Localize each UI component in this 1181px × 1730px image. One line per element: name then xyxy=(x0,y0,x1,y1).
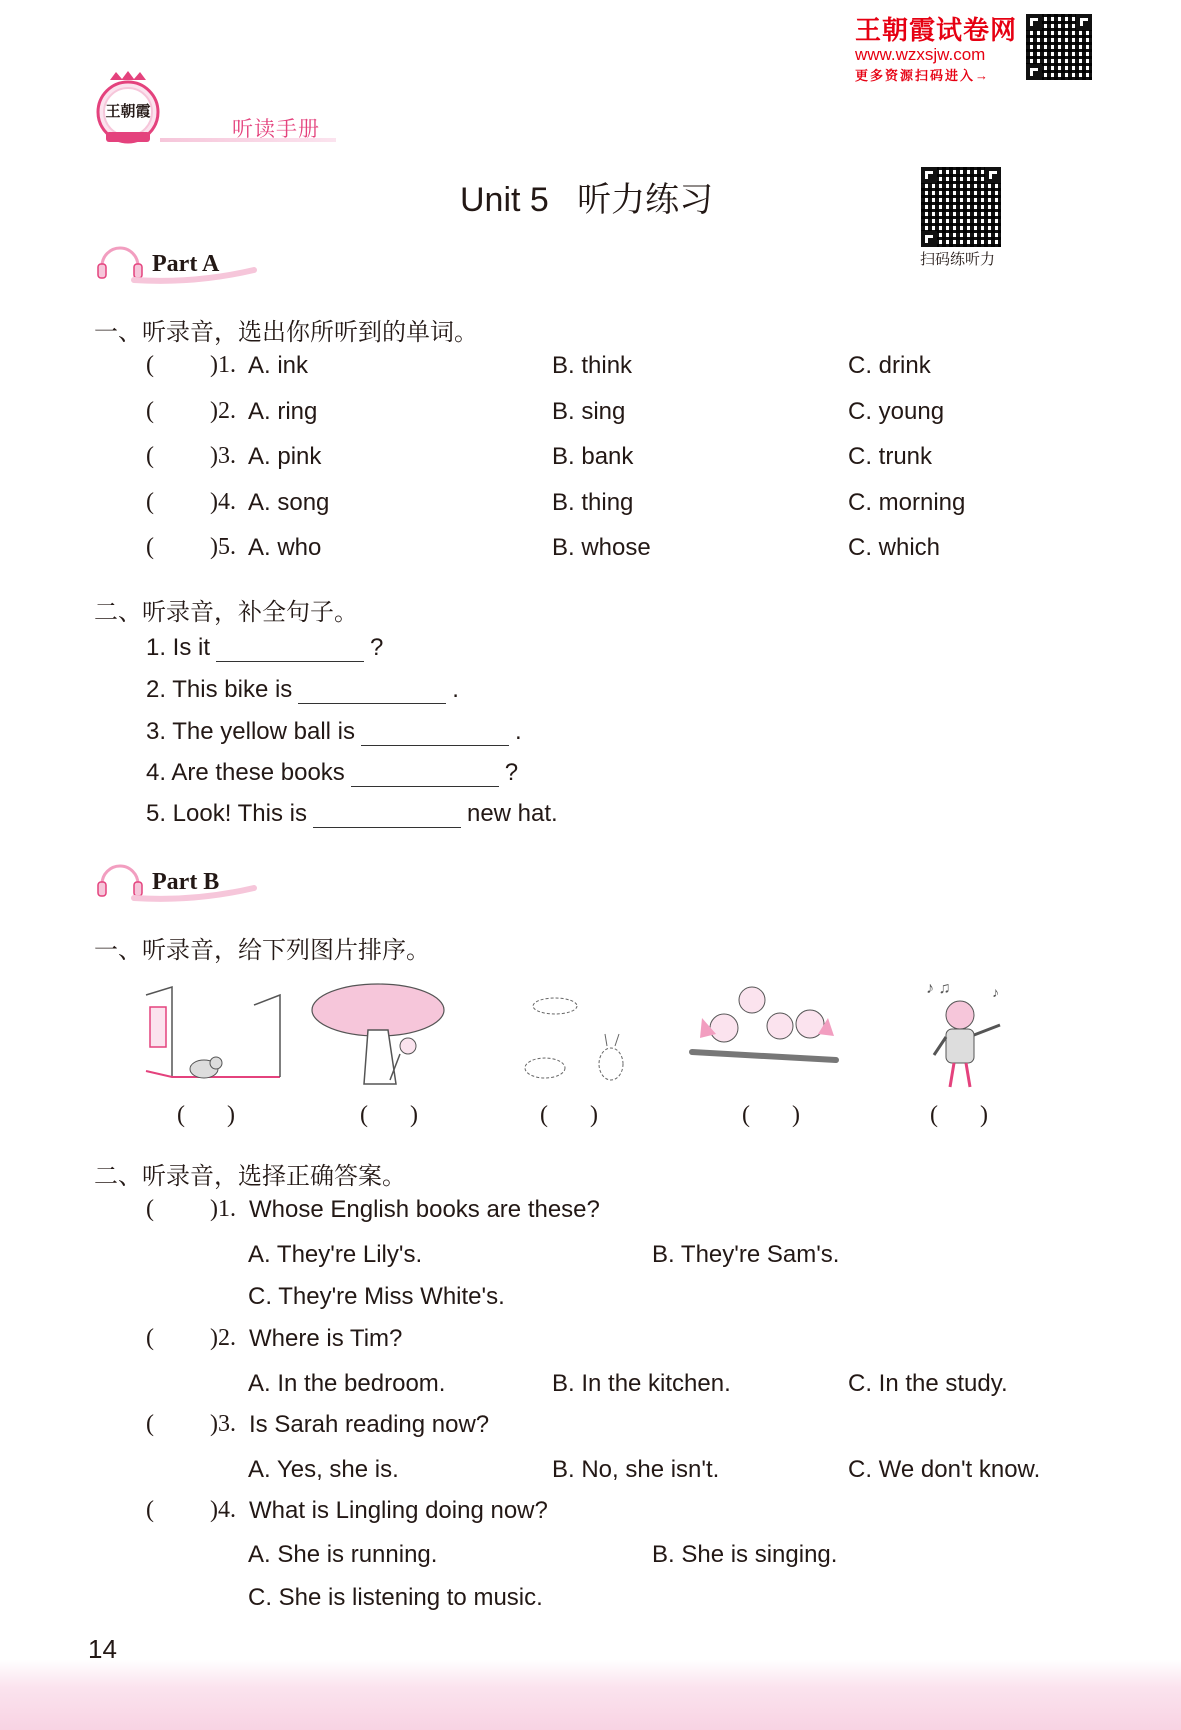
word-choice-row xyxy=(0,489,1181,523)
picture-rabbits xyxy=(515,990,639,1090)
answer-bracket[interactable]: ( xyxy=(146,1325,154,1351)
brand-qr-code[interactable] xyxy=(1026,14,1092,80)
answer-bracket[interactable]: ( xyxy=(146,489,154,515)
option-b: B. whose xyxy=(552,534,651,561)
answer-bracket[interactable]: ( xyxy=(146,1411,154,1437)
picture-answer-5[interactable]: ( ) xyxy=(930,1102,988,1128)
option-c: C. drink xyxy=(848,352,931,379)
listening-qr-code[interactable] xyxy=(921,167,1001,247)
brand-slogan: 更多资源扫码进入→ xyxy=(855,68,991,83)
option-c: C. We don't know. xyxy=(848,1456,1041,1483)
question-row xyxy=(0,1325,1181,1359)
sentence-end: . xyxy=(452,676,459,703)
answer-bracket[interactable]: ( xyxy=(146,352,154,378)
option-c: C. She is listening to music. xyxy=(248,1584,543,1611)
sentence-start: 4. Are these books xyxy=(146,759,345,786)
part-a-label: Part A xyxy=(152,251,220,277)
part-a-section2-heading: 二、听录音，补全句子。 xyxy=(94,599,358,626)
picture-singing-robot xyxy=(920,975,1020,1095)
option-c: C. In the study. xyxy=(848,1370,1008,1397)
sentence-start: 1. Is it xyxy=(146,634,211,661)
option-a: A. who xyxy=(248,534,322,561)
option-a: A. She is running. xyxy=(248,1541,438,1568)
picture-answer-4[interactable]: ( ) xyxy=(742,1102,800,1128)
picture-tree xyxy=(308,980,454,1090)
picture-answer-3[interactable]: ( ) xyxy=(540,1102,598,1128)
brand-title: 王朝霞试卷网 xyxy=(855,15,1018,45)
word-choice-row xyxy=(0,443,1181,477)
picture-room-cat xyxy=(142,985,284,1085)
option-c: C. trunk xyxy=(848,443,933,470)
answer-bracket[interactable]: ( xyxy=(146,1497,154,1523)
sentence-end: . xyxy=(515,718,522,745)
page-number: 14 xyxy=(88,1634,117,1664)
option-a: A. song xyxy=(248,489,330,516)
option-b: B. bank xyxy=(552,443,634,470)
sentence-start: 2. This bike is xyxy=(146,676,293,703)
question-row xyxy=(0,1196,1181,1230)
sentence-row xyxy=(146,800,558,834)
question-number: )4. xyxy=(210,1497,236,1523)
item-number: )5. xyxy=(210,534,236,560)
option-c: C. morning xyxy=(848,489,966,516)
item-number: )4. xyxy=(210,489,236,515)
part-a-section1-heading: 一、听录音，选出你所听到的单词。 xyxy=(94,319,478,346)
part-b-badge xyxy=(94,858,264,904)
answer-blank[interactable] xyxy=(298,677,446,704)
sentence-row xyxy=(146,676,459,710)
question-text: What is Lingling doing now? xyxy=(249,1497,548,1524)
question-number: )3. xyxy=(210,1411,236,1437)
option-c: C. young xyxy=(848,398,945,425)
answer-blank[interactable] xyxy=(351,760,499,787)
sentence-end: ? xyxy=(504,759,519,786)
brand-logo xyxy=(92,70,164,146)
option-b: B. thing xyxy=(552,489,634,516)
part-b-label: Part B xyxy=(152,869,220,895)
option-b: B. In the kitchen. xyxy=(552,1370,731,1397)
picture-birds-on-branch xyxy=(688,978,840,1088)
question-row xyxy=(0,1497,1181,1531)
option-a: A. ring xyxy=(248,398,318,425)
sentence-row xyxy=(146,634,383,668)
item-number: )1. xyxy=(210,352,236,378)
sentence-row xyxy=(146,759,518,793)
brand-url[interactable]: www.wzxsjw.com xyxy=(855,45,986,64)
question-text: Is Sarah reading now? xyxy=(249,1411,490,1438)
answer-blank[interactable] xyxy=(216,635,364,662)
option-a: A. pink xyxy=(248,443,322,470)
picture-answer-2[interactable]: ( ) xyxy=(360,1102,418,1128)
sentence-row xyxy=(146,718,522,752)
option-a: A. In the bedroom. xyxy=(248,1370,446,1397)
option-b: B. No, she isn't. xyxy=(552,1456,720,1483)
part-b-section1-heading: 一、听录音，给下列图片排序。 xyxy=(94,937,430,964)
item-number: )2. xyxy=(210,398,236,424)
word-choice-row xyxy=(0,534,1181,568)
option-a: A. They're Lily's. xyxy=(248,1241,423,1268)
page-title: Unit 5 听力练习 xyxy=(460,181,714,219)
option-b: B. She is singing. xyxy=(652,1541,838,1568)
word-choice-row xyxy=(0,352,1181,386)
answer-bracket[interactable]: ( xyxy=(146,1196,154,1222)
qr-caption: 扫码练听力 xyxy=(920,252,996,268)
option-b: B. They're Sam's. xyxy=(652,1241,840,1268)
option-c: C. which xyxy=(848,534,941,561)
sentence-end: new hat. xyxy=(466,800,558,827)
answer-bracket[interactable]: ( xyxy=(146,443,154,469)
option-b: B. think xyxy=(552,352,633,379)
answer-bracket[interactable]: ( xyxy=(146,534,154,560)
svg-text:♪: ♪ xyxy=(992,984,999,1000)
sentence-start: 5. Look! This is xyxy=(146,800,307,827)
item-number: )3. xyxy=(210,443,236,469)
picture-answer-1[interactable]: ( ) xyxy=(177,1102,235,1128)
brand-block xyxy=(855,10,1025,84)
option-a: A. Yes, she is. xyxy=(248,1456,399,1483)
answer-blank[interactable] xyxy=(361,719,509,746)
question-row xyxy=(0,1411,1181,1445)
question-number: )2. xyxy=(210,1325,236,1351)
option-c: C. They're Miss White's. xyxy=(248,1283,505,1310)
option-b: B. sing xyxy=(552,398,626,425)
part-a-badge xyxy=(94,240,264,286)
question-text: Where is Tim? xyxy=(249,1325,403,1352)
sentence-end: ? xyxy=(370,634,384,661)
answer-bracket[interactable]: ( xyxy=(146,398,154,424)
section-label: 听读手册 xyxy=(232,118,320,141)
svg-text:♪ ♫: ♪ ♫ xyxy=(926,980,951,997)
word-choice-row xyxy=(0,398,1181,432)
sentence-start: 3. The yellow ball is xyxy=(146,718,355,745)
question-number: )1. xyxy=(210,1196,236,1222)
option-a: A. ink xyxy=(248,352,309,379)
part-b-section2-heading: 二、听录音，选择正确答案。 xyxy=(94,1163,406,1190)
logo-text: 王朝霞 xyxy=(105,104,151,120)
footer-band xyxy=(0,1660,1181,1730)
answer-blank[interactable] xyxy=(313,801,461,828)
question-text: Whose English books are these? xyxy=(249,1196,600,1223)
